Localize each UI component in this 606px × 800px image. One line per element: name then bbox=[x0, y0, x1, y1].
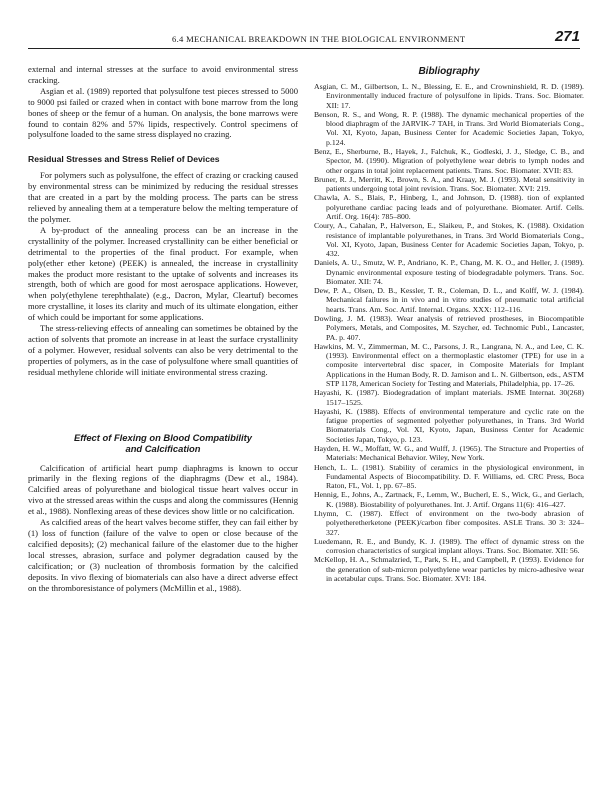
intro-paragraph: external and internal stresses at the surface to avoid environmental stress cracking. bbox=[28, 64, 298, 85]
bibliography-title: Bibliography bbox=[418, 66, 480, 77]
intro-paragraph: Asgian et al. (1989) reported that polysulfone test pieces stressed to 5000 to 9000 psi failed or crazed when in contact with bone marrow from the long bones of sheep or the femur of a human. On analysis, the bone marrows were found to contain 82% and 57% lipids, respectively. Control specimens of polysulfone loaded to the same stress displayed no crazing. bbox=[28, 85, 298, 140]
reference-entry: Bruner, R. J., Merritt, K., Brown, S. A., and Kraay, M. J. (1993). Metal sensitivity in patients undergoing total joint revision. Trans. Soc. Biomater. XVI: 219. bbox=[314, 174, 584, 194]
reference-entry: Hayashi, K. (1988). Effects of environmental temperature and cyclic rate on the fatigue properties of segmented polyether polyurethanes, in Trans. 3rd World Biomaterials Cong., Vol. XI, Kyoto, Japan, Business Center for Academic Societies Japan, Tokyo, p. 123. bbox=[314, 406, 584, 444]
body-paragraph: Calcification of artificial heart pump diaphragms is known to occur primarily in the flexing regions of the diaphragms (Dew et al., 1984). Calcified areas of polyurethane and biological tissue heart valves occur in vivo at the stressed areas within the cusps and along the commissures (Hennig et al., 1988). Nonflexing areas of these devices show little or no calcification. bbox=[28, 462, 298, 517]
body-paragraph: The stress-relieving effects of annealing can sometimes be obtained by the action of solvents that promote an increase in at least the surface crystallinity of a polymer. However, residual solvents can also be very detrimental to the properties of polymers, as in the case of polysulfone where small quantities of residual methylene chloride will initiate environmental stress crazing. bbox=[28, 323, 298, 377]
section-heading-line: and Calcification bbox=[125, 442, 201, 454]
reference-entry: Chawla, A. S., Blais, P., Hinberg, I., and Johnson, D. (1988). tion of explanted polyurethane cardiac pacing leads and of polyurethane. Biomater. Artif. Cells. Artif. Org. 16(4): 785–800. bbox=[314, 193, 584, 221]
body-paragraph: As calcified areas of the heart valves become stiffer, they can fail either by (1) loss of function (failure of the valve to open or close because of the calcified deposits); (2) mechanical failure of the elastomer due to the higher local stresses, abrasion, surface and polymer degradation caused by the calcification; or (3) nucleation of thrombosis formation by the calcified deposits. In vivo flexing of biomaterials can also have a direct adverse effect on the thromboresistance of polymers (McMillin et al., 1988). bbox=[28, 517, 298, 593]
reference-entry: Hench, L. L. (1981). Stability of ceramics in the physiological environment, in Fundamental Aspects of Biocompatibility. D. F. Williams, ed. CRC Press, Boca Raton, FL, Vol. 1, pp. 67–85. bbox=[314, 462, 584, 491]
reference-entry: McKellop, H. A., Schmalzried, T., Park, S. H., and Campbell, P. (1993). Evidence for the generation of sub-micron polyethylene wear particles by micro-adhesive wear in acetabular cups. Trans. Soc. Biomater. XVI: 184. bbox=[314, 555, 584, 583]
reference-entry: Lhymn, C. (1987). Effect of environment on the two-body abrasion of polyetheretherketone (PEEK)/carbon fiber composites. ASLE Trans. 30 3: 324–327. bbox=[314, 508, 584, 537]
reference-entry: Hayashi, K. (1987). Biodegradation of implant materials. JSME Internat. 30(268) 1517–1525. bbox=[314, 388, 584, 407]
reference-entry: Daniels, A. U., Smutz, W. P., Andriano, K. P., Chang, M. K. O., and Heller, J. (1989). Dynamic environmental exposure testing of biodegradable polymers. Trans. Soc. Biomater. XII: 74. bbox=[314, 258, 584, 286]
reference-entry: Coury, A., Cahalan, P., Halverson, E., Slaikeu, P., and Stokes, K. (1988). Oxidation resistance of implantable polyurethanes, in Trans. 3rd World Biomaterials Cong., Vol. XI, Kyoto, Japan, Business Center for Academic Societies Japan, Tokyo, p. 432. bbox=[314, 221, 584, 259]
reference-entry: Benson, R. S., and Wong, R. P. (1988). The dynamic mechanical properties of the blood diaphragm of the JARVIK-7 TAH, in Trans. 3rd World Biomaterials Cong., Vol. XI, Kyoto, Japan, Business Center for Academic Societies Japan, Tokyo, p.124. bbox=[314, 109, 584, 147]
reference-entry: Luedemann, R. E., and Bundy, K. J. (1989). The effect of dynamic stress on the corrosion characteristics of surgical implant alloys. Trans. Soc. Biomater. XII: 56. bbox=[314, 536, 584, 556]
left-column bbox=[28, 64, 298, 593]
running-header bbox=[28, 28, 580, 49]
running-title: 6.4 MECHANICAL BREAKDOWN IN THE BIOLOGICAL ENVIRONMENT bbox=[172, 34, 466, 44]
body-paragraph: For polymers such as polysulfone, the effect of crazing or cracking caused by environmental stress can be minimized by reducing the residual stresses that are created in a part by the molding process. The parts can be stress relieved by annealing them at a temperature below the melting temperature of the polymer. bbox=[28, 170, 298, 224]
reference-entry: Hawkins, M. V., Zimmerman, M. C., Parsons, J. R., Langrana, N. A., and Lee, C. K. (1993). Environmental effect on a thermoplastic elastomer (TPE) for use in a composite intervertebral disc spacer, in Composite Materials for Implant Applications in the Human Body, R. D. Jamison and L. N. Gilbertson, eds., ASTM STP 1178, American Society for Testing and Materials, Philadelphia, pp. 17–26. bbox=[314, 341, 584, 388]
reference-entry: Hennig, E., Johns, A., Zartnack, F., Lemm, W., Bucherl, E. S., Wick, G., and Gerlach, K. (1988). Biostability of polyurethanes. Int. J. Artif. Organs 11(6): 416–427. bbox=[314, 490, 584, 509]
bibliography-column bbox=[314, 64, 584, 583]
section-heading-residual-stresses: Residual Stresses and Stress Relief of Devices bbox=[28, 154, 220, 165]
page-number: 271 bbox=[554, 28, 580, 45]
body-paragraph: A by-product of the annealing process can be an increase in the crystallinity of the polymer. Increased crystallinity can be either beneficial or detrimental to the properties of the final product. For example, when poly(ether ether ketone) (PEEK) is annealed, the increase in crystallinity makes the product more resistant to the uptake of solvents and increases its strength, both of which are good for most aerospace applications. However, when poly(ethylene terephthalate) (e.g., Dacron, Mylar, Cleartuf) becomes more crystalline, it loses its clarity and much of its ultimate elongation, either of which could be important for some applications. bbox=[28, 224, 298, 323]
section-heading-line: Effect of Flexing on Blood Compatibility bbox=[74, 431, 252, 443]
reference-entry: Benz, E., Sherburne, B., Hayek, J., Falchuk, K., Godleski, J. J., Sledge, C. B., and Spector, M. (1990). Migration of polyethylene wear debris to lymph nodes and other organs in total joint replacement patients. Trans. Soc. Biomater. XVII: 83. bbox=[314, 146, 584, 175]
section-heading-flexing bbox=[28, 432, 298, 454]
reference-entry: Asgian, C. M., Gilbertson, L. N., Blessing, E. E., and Crowninshield, R. D. (1989). Environmentally induced fracture of polysulfone in lipids. Trans. Soc. Biomater. XII: 17. bbox=[314, 82, 584, 110]
reference-entry: Dew, P. A., Olsen, D. B., Kessler, T. R., Coleman, D. L., and Kolff, W. J. (1984). Mechanical failures in in vivo and in vitro studies of pneumatic total artificial hearts. Trans. Am. Soc. Artif. Internal. Organs. XXX: 112–116. bbox=[314, 286, 584, 314]
reference-entry: Dowling, J. M. (1983). Wear analysis of retrieved prostheses, in Biocompatible Polymers, Metals, and Composites, M. Szycher, ed. Technomic Publ., Lancaster, PA. p. 407. bbox=[314, 314, 584, 342]
reference-entry: Hayden, H. W., Moffatt, W. G., and Wulff, J. (1965). The Structure and Properties of Materials: Mechanical Behavior. Wiley, New York. bbox=[314, 443, 584, 463]
